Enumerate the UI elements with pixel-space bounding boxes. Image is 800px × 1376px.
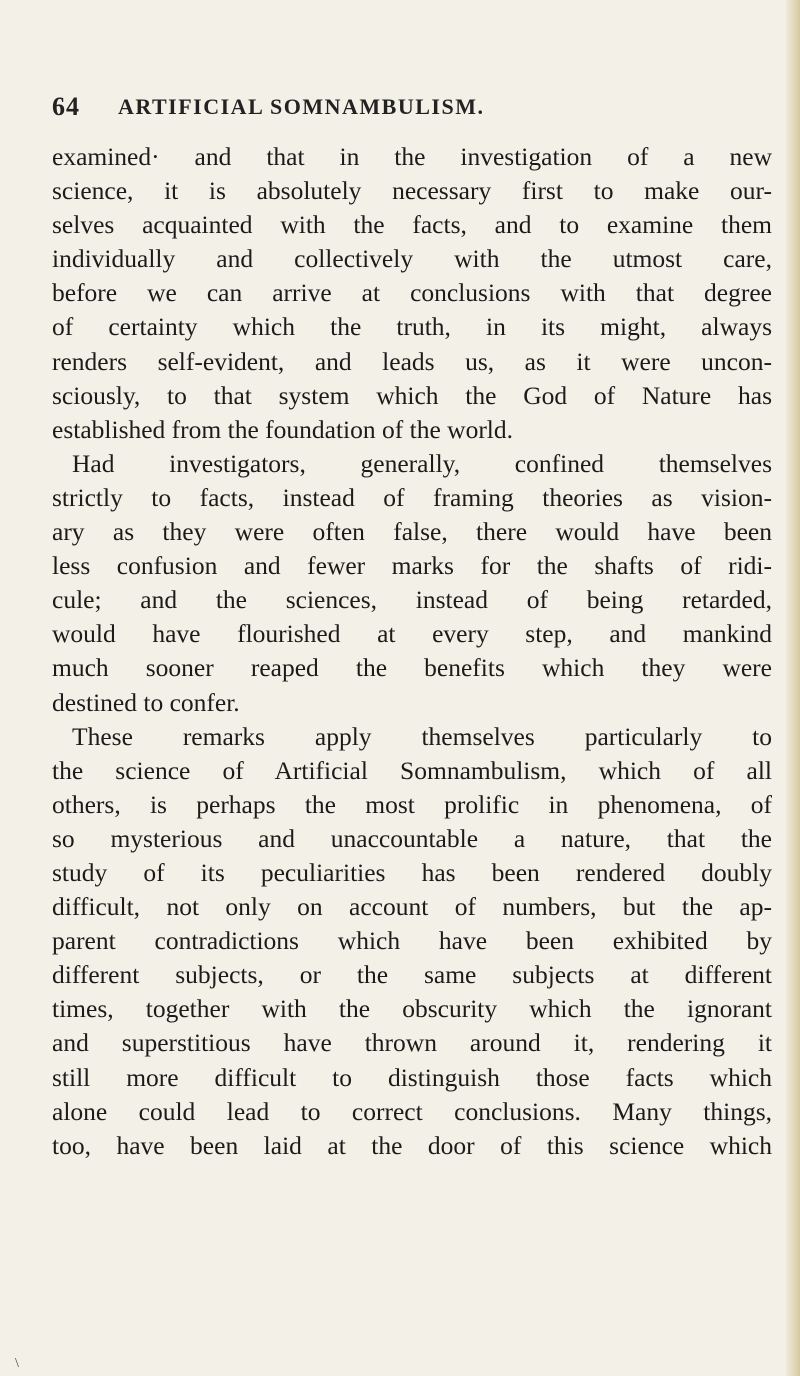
text-line: science, it is absolutely necessary first to make our-	[52, 176, 772, 206]
text-line: ary as they were often false, there would have been	[52, 517, 772, 547]
text-line: others, is perhaps the most prolific in phenomena, of	[52, 789, 772, 819]
page-number: 64	[52, 92, 80, 121]
text-line: so mysterious and unaccountable a nature, that the	[52, 823, 772, 853]
stray-mark: \	[15, 1356, 19, 1371]
text-line: much sooner reaped the benefits which they were	[52, 653, 772, 683]
text-line: less confusion and fewer marks for the shafts of ridi-	[52, 551, 772, 581]
page-header	[52, 92, 772, 128]
page-edge	[786, 0, 800, 1376]
text-line: the science of Artificial Somnambulism, which of all	[52, 755, 772, 785]
running-head: ARTIFICIAL SOMNAMBULISM.	[118, 94, 485, 119]
text-line: different subjects, or the same subjects at different	[52, 960, 772, 990]
text-line: established from the foundation of the world.	[52, 414, 514, 444]
text-line: selves acquainted with the facts, and to examine them	[52, 210, 772, 240]
text-line: and superstitious have thrown around it, rendering it	[52, 1028, 772, 1058]
text-line: sciously, to that system which the God of Nature has	[52, 380, 772, 410]
text-line: individually and collectively with the utmost care,	[52, 244, 772, 274]
text-line: These remarks apply themselves particularly to	[72, 721, 772, 751]
text-line: examined· and that in the investigation of a new	[52, 142, 772, 171]
text-line: strictly to facts, instead of framing theories as vision-	[52, 482, 772, 512]
text-line: would have flourished at every step, and mankind	[52, 619, 772, 649]
text-line: destined to confer.	[52, 687, 240, 717]
text-line: parent contradictions which have been exhibited by	[52, 926, 772, 956]
text-line: cule; and the sciences, instead of being retarded,	[52, 585, 772, 615]
text-line: times, together with the obscurity which the ignorant	[52, 994, 772, 1024]
text-line: renders self-evident, and leads us, as it were uncon-	[52, 346, 772, 376]
text-line: still more difficult to distinguish those facts which	[52, 1062, 772, 1092]
text-line: Had investigators, generally, confined themselves	[72, 448, 772, 478]
text-line: study of its peculiarities has been rendered doubly	[52, 857, 772, 887]
text-line: too, have been laid at the door of this science which	[52, 1130, 772, 1160]
text-line: of certainty which the truth, in its might, always	[52, 312, 772, 342]
text-line: before we can arrive at conclusions with that degree	[52, 278, 772, 308]
body-text	[52, 140, 772, 1163]
text-line: alone could lead to correct conclusions. Many things,	[52, 1096, 772, 1126]
text-line: difficult, not only on account of numbers, but the ap-	[52, 892, 772, 922]
